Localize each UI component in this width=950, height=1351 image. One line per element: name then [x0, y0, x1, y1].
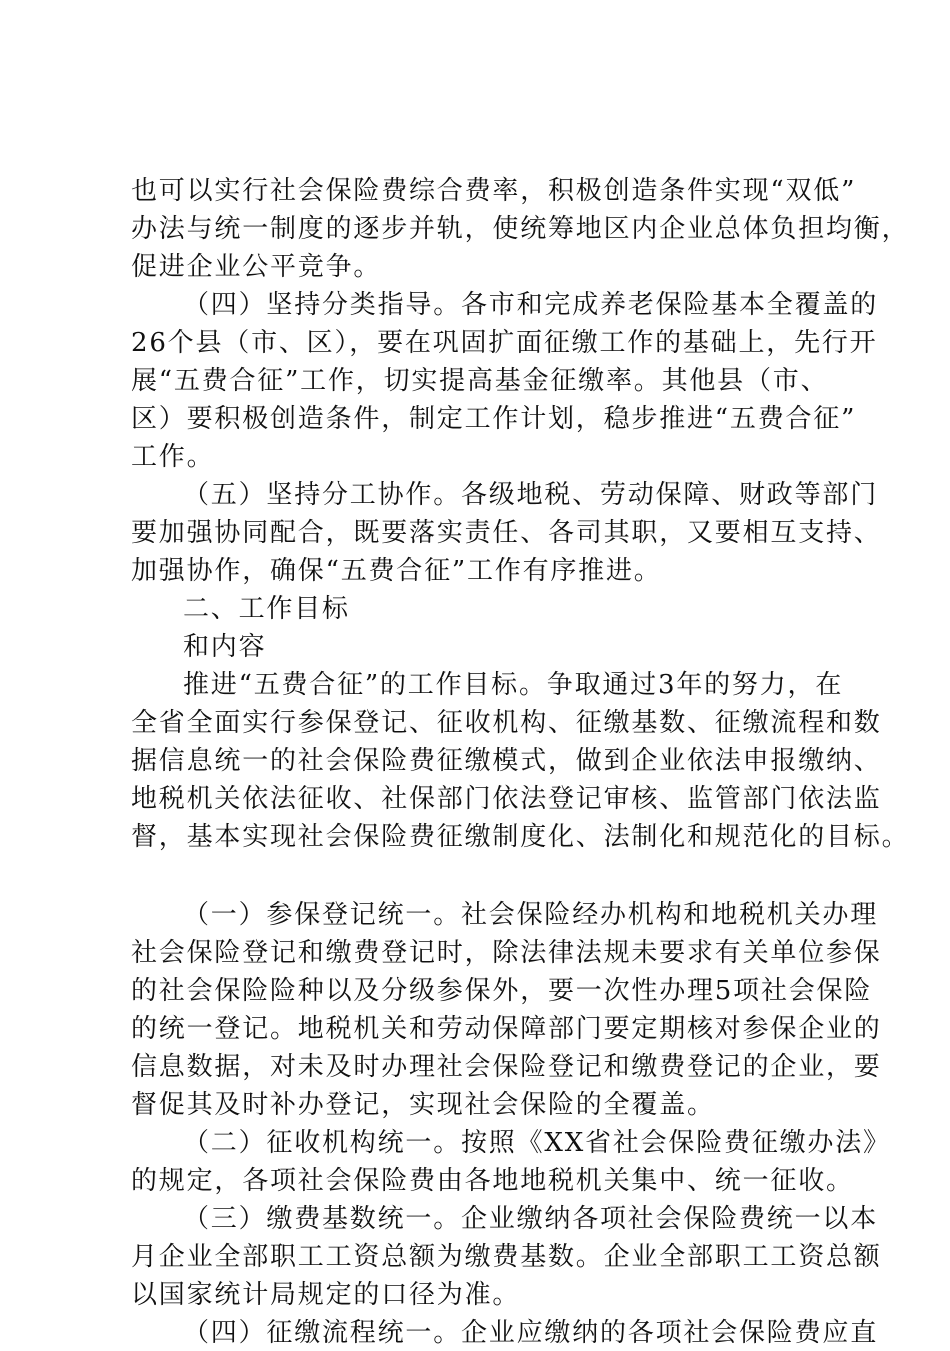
paragraph-line: 全省全面实行参保登记、征收机构、征缴基数、征缴流程和数: [131, 708, 882, 738]
paragraph-line: 信息数据，对未及时办理社会保险登记和缴费登记的企业，要: [131, 1052, 882, 1082]
paragraph-line: 加强协作，确保“五费合征”工作有序推进。: [131, 556, 662, 586]
paragraph-line: 促进企业公平竞争。: [131, 252, 382, 282]
paragraph-line: 督，基本实现社会保险费征缴制度化、法制化和规范化的目标。: [131, 822, 910, 852]
section-heading-line: （一）参保登记统一。社会保险经办机构和地税机关办理: [183, 900, 879, 930]
section-heading-line: （四）征缴流程统一。企业应缴纳的各项社会保险费应直: [183, 1318, 879, 1348]
paragraph-line: 的社会保险险种以及分级参保外，要一次性办理5项社会保险: [131, 976, 873, 1006]
paragraph-line: 推进“五费合征”的工作目标。争取通过3年的努力，在: [183, 670, 844, 700]
paragraph-line: 办法与统一制度的逐步并轨，使统筹地区内企业总体负担均衡，: [131, 214, 910, 244]
paragraph-line: 区）要积极创造条件，制定工作计划，稳步推进“五费合征”: [131, 404, 857, 434]
paragraph-line: 以国家统计局规定的口径为准。: [131, 1280, 521, 1310]
section-title-continued: 和内容: [183, 632, 267, 662]
paragraph-line: 据信息统一的社会保险费征缴模式，做到企业依法申报缴纳、: [131, 746, 882, 776]
section-heading-line: （三）缴费基数统一。企业缴纳各项社会保险费统一以本: [183, 1204, 879, 1234]
paragraph-line: 月企业全部职工工资总额为缴费基数。企业全部职工工资总额: [131, 1242, 882, 1272]
paragraph-line: 也可以实行社会保险费综合费率，积极创造条件实现“双低”: [131, 176, 857, 206]
paragraph-line: 26个县（市、区），要在巩固扩面征缴工作的基础上，先行开: [131, 328, 878, 358]
section-heading-line: （五）坚持分工协作。各级地税、劳动保障、财政等部门: [183, 480, 879, 510]
section-heading-line: （四）坚持分类指导。各市和完成养老保险基本全覆盖的: [183, 290, 879, 320]
paragraph-line: 督促其及时补办登记，实现社会保险的全覆盖。: [131, 1090, 715, 1120]
paragraph-line: 社会保险登记和缴费登记时，除法律法规未要求有关单位参保: [131, 938, 882, 968]
paragraph-line: 工作。: [131, 442, 215, 472]
paragraph-line: 地税机关依法征收、社保部门依法登记审核、监管部门依法监: [131, 784, 882, 814]
paragraph-line: 的规定，各项社会保险费由各地地税机关集中、统一征收。: [131, 1166, 854, 1196]
section-heading-line: （二）征收机构统一。按照《XX省社会保险费征缴办法》: [183, 1128, 891, 1158]
paragraph-line: 展“五费合征”工作，切实提高基金征缴率。其他县（市、: [131, 366, 829, 396]
paragraph-line: 要加强协同配合，既要落实责任、各司其职，又要相互支持、: [131, 518, 882, 548]
paragraph-line: 的统一登记。地税机关和劳动保障部门要定期核对参保企业的: [131, 1014, 882, 1044]
section-title: 二、工作目标: [183, 594, 350, 624]
